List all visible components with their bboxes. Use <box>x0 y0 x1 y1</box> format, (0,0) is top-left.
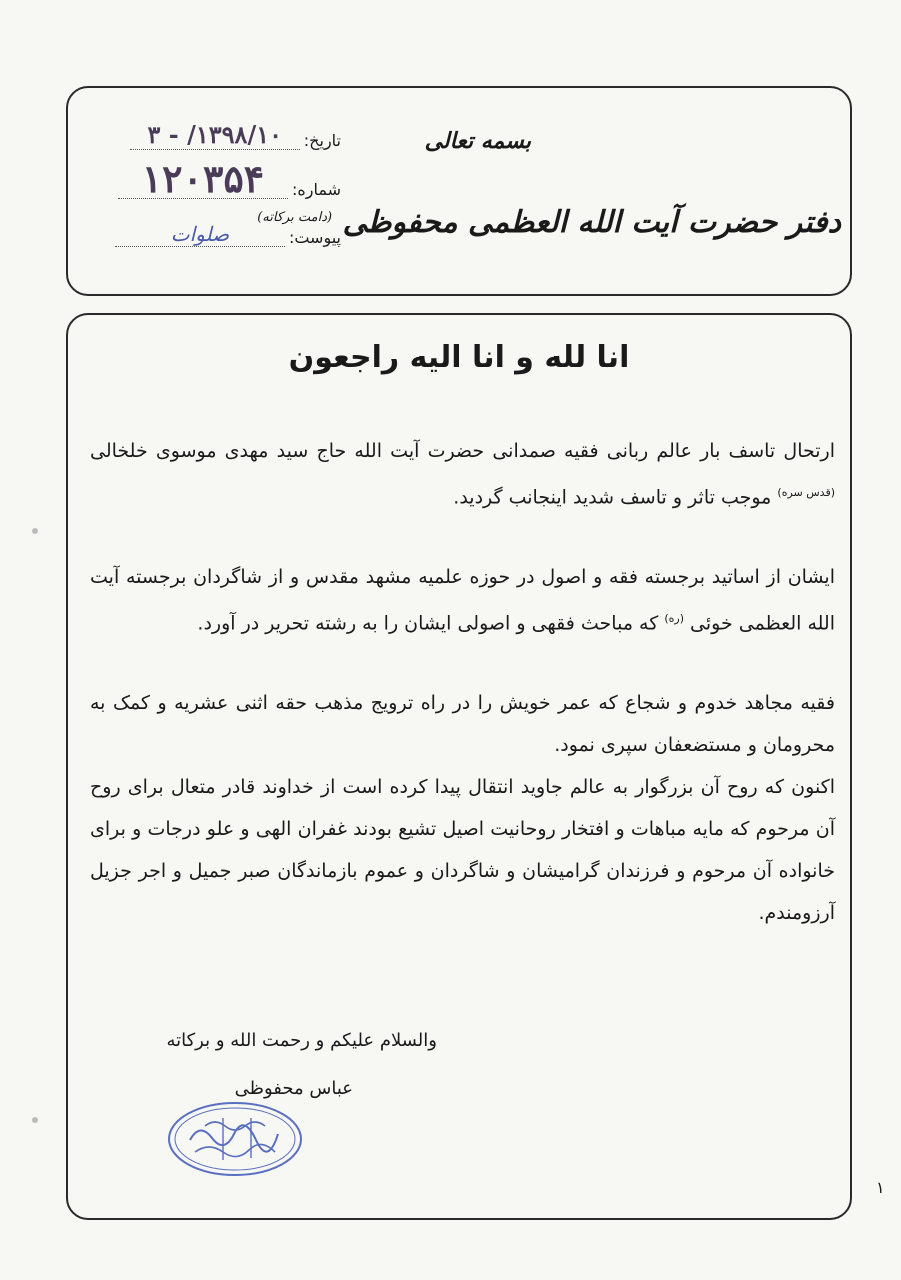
date-value: ۱۳۹۸/۱۰/ - ۳ <box>130 120 300 150</box>
date-label: تاریخ: <box>303 131 341 150</box>
signer-name: عباس محفوظی <box>234 1078 353 1099</box>
page-number: ۱ <box>876 1178 885 1197</box>
p1-text-a: ارتحال تاسف بار عالم ربانی فقیه صمدانی حضرت آیت الله حاج سید مهدی موسوی خلخالی <box>90 440 835 462</box>
letter-title: انا لله و انا الیه راجعون <box>288 340 630 375</box>
punch-hole <box>32 1117 38 1123</box>
p1-honorific: (قدس سره) <box>777 486 835 499</box>
paragraph-4: اکنون که روح آن بزرگوار به عالم جاوید انتقال پیدا کرده است از خداوند قادر متعال برای روح آن مرحوم که مایه مباهات و افتخار روحانیت اصیل تشیع بودند غفران الهی و علو درجات و برای خانواده آن مرحوم و فرزندان گرامیشان و شاگردان و عموم بازماندگان صبر جمیل و اجر جزیل آرزومندم. <box>90 776 835 924</box>
p1-text-b: موجب تاثر و تاسف شدید اینجانب گردید. <box>453 486 772 509</box>
seal-stamp-icon <box>165 1100 305 1178</box>
number-label: شماره: <box>291 180 341 199</box>
paragraph-1 <box>90 430 835 518</box>
punch-hole <box>32 528 38 534</box>
paragraph-3: فقیه مجاهد خدوم و شجاع که عمر خویش را در راه ترویج مذهب حقه اثنی عشریه و کمک به محرومان و مستضعفان سپری نمود. <box>90 692 835 756</box>
paragraph-2 <box>90 556 835 644</box>
attachment-label: پیوست: <box>288 228 341 247</box>
number-row <box>118 156 341 201</box>
office-name-text: دفتر حضرت آیت الله العظمی محفوظی <box>342 205 841 240</box>
closing-salutation: والسلام علیکم و رحمت الله و برکاته <box>166 1030 437 1051</box>
office-suffix: (دامت برکاته) <box>257 210 333 225</box>
p2-text-b: که مباحث فقهی و اصولی ایشان را به رشته تحریر در آورد. <box>197 612 659 635</box>
number-value: ۱۲۰۳۵۴ <box>118 160 288 199</box>
attachment-row <box>115 222 341 247</box>
date-row <box>130 120 341 150</box>
attachment-value: صلوات <box>115 222 285 247</box>
basmala: بسمه تعالی <box>424 128 531 154</box>
office-name <box>257 205 841 240</box>
p2-text-a: ایشان از اساتید برجسته فقه و اصول در حوزه علمیه مشهد مقدس و از شاگردان برجسته آیت الله العظمی خوئی <box>90 566 835 635</box>
p2-honorific: (ره) <box>664 612 684 625</box>
